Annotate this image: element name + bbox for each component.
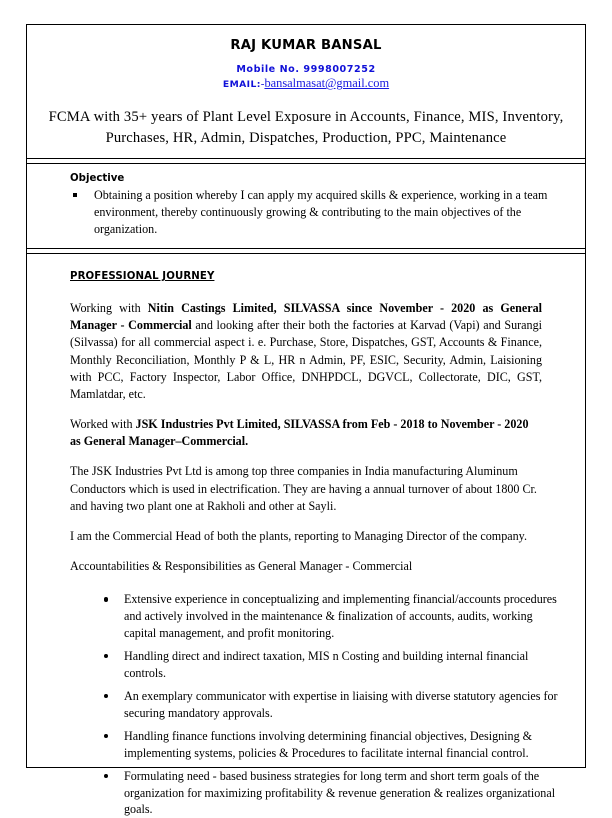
previous-role-paragraph xyxy=(70,416,542,450)
email-dash: - xyxy=(260,78,265,91)
contact-block xyxy=(26,64,586,92)
spacer xyxy=(26,515,586,528)
previous-role-employer-bold: JSK Industries Pvt Limited, SILVASSA from Feb - 2018 to November - 2020 as General Manager–Commercial. xyxy=(70,417,529,449)
professional-journey-section xyxy=(26,254,586,818)
current-role-prefix: Working with xyxy=(70,301,148,316)
objective-bullet-list xyxy=(26,187,586,239)
company-description-paragraph: The JSK Industries Pvt Ltd is among top three companies in India manufacturing Aluminum Conductors which is used in electrification. They are having a annual turnover of about 1800 Cr. and having two plant one at Rakholi and other at Sayli. xyxy=(70,464,537,513)
email-label: EMAIL: xyxy=(222,79,261,91)
list-item: An exemplary communicator with expertise in liaising with diverse statutory agencies for securing mandatory approvals. xyxy=(98,688,586,722)
mobile-number: Mobile No. 9998007252 xyxy=(236,64,376,75)
current-role-employer-bold: Nitin Castings Limited, SILVASSA since November - 2020 as General Manager - Commercial xyxy=(70,301,542,333)
professional-journey-heading: PROFESSIONAL JOURNEY xyxy=(70,271,215,283)
list-item: Handling direct and indirect taxation, MIS n Costing and building internal financial controls. xyxy=(98,648,586,682)
spacer xyxy=(26,545,586,558)
candidate-name: RAJ KUMAR BANSAL xyxy=(230,38,382,53)
list-item: Formulating need - based business strategies for long term and short term goals of the organization for maximizing profitability & revenue generation & realizes organizational goals. xyxy=(98,768,586,818)
previous-role-prefix: Worked with xyxy=(70,417,136,432)
spacer xyxy=(26,575,586,591)
responsibilities-bullet-list xyxy=(26,591,586,818)
spacer xyxy=(26,403,586,416)
email-line xyxy=(26,76,586,92)
role-description-paragraph: I am the Commercial Head of both the plants, reporting to Managing Director of the company. xyxy=(70,528,527,543)
list-item: Handling finance functions involving determining financial objectives, Designing & implementing systems, policies & Procedures to facilitate internal financial control. xyxy=(98,728,586,762)
current-role-details: and looking after their both the factories at Karvad (Vapi) and Surangi (Silvassa) for all commercial aspect i. e. Purchase, Store, Dispatches, GST, Accounts & Finance, Monthly Reconciliation, Monthly P & L, HR n Admin, PF, ESIC, Security, Admin, Laisioning with PCC, Factory Inspector, Labor Office, DNHPDCL, DGVCL, Collectorate, DIC, GST, Mamlatdar, etc. xyxy=(70,318,543,401)
objective-heading: Objective xyxy=(70,172,125,184)
email-address-link[interactable]: bansalmasat@gmail.com xyxy=(264,76,390,91)
responsibilities-heading: Accountabilities & Responsibilities as General Manager - Commercial xyxy=(70,559,413,574)
list-item: Extensive experience in conceptualizing and implementing financial/accounts procedures and actively involved in the maintenance & finalization of accounts, audits, working capital management, and profit monitoring. xyxy=(98,591,586,642)
resume-header xyxy=(26,24,586,92)
spacer xyxy=(26,284,586,300)
profile-tagline: FCMA with 35+ years of Plant Level Exposure in Accounts, Finance, MIS, Inventory, Purchases, HR, Admin, Dispatches, Production, PPC, Maintenance xyxy=(48,109,564,146)
list-item: Obtaining a position whereby I can apply my acquired skills & experience, working in a team environment, thereby continuously growing & contributing to the main objectives of the organization. xyxy=(70,187,586,239)
spacer xyxy=(26,450,586,463)
objective-section xyxy=(26,164,586,249)
current-role-paragraph xyxy=(70,300,542,403)
document-content xyxy=(26,24,586,817)
